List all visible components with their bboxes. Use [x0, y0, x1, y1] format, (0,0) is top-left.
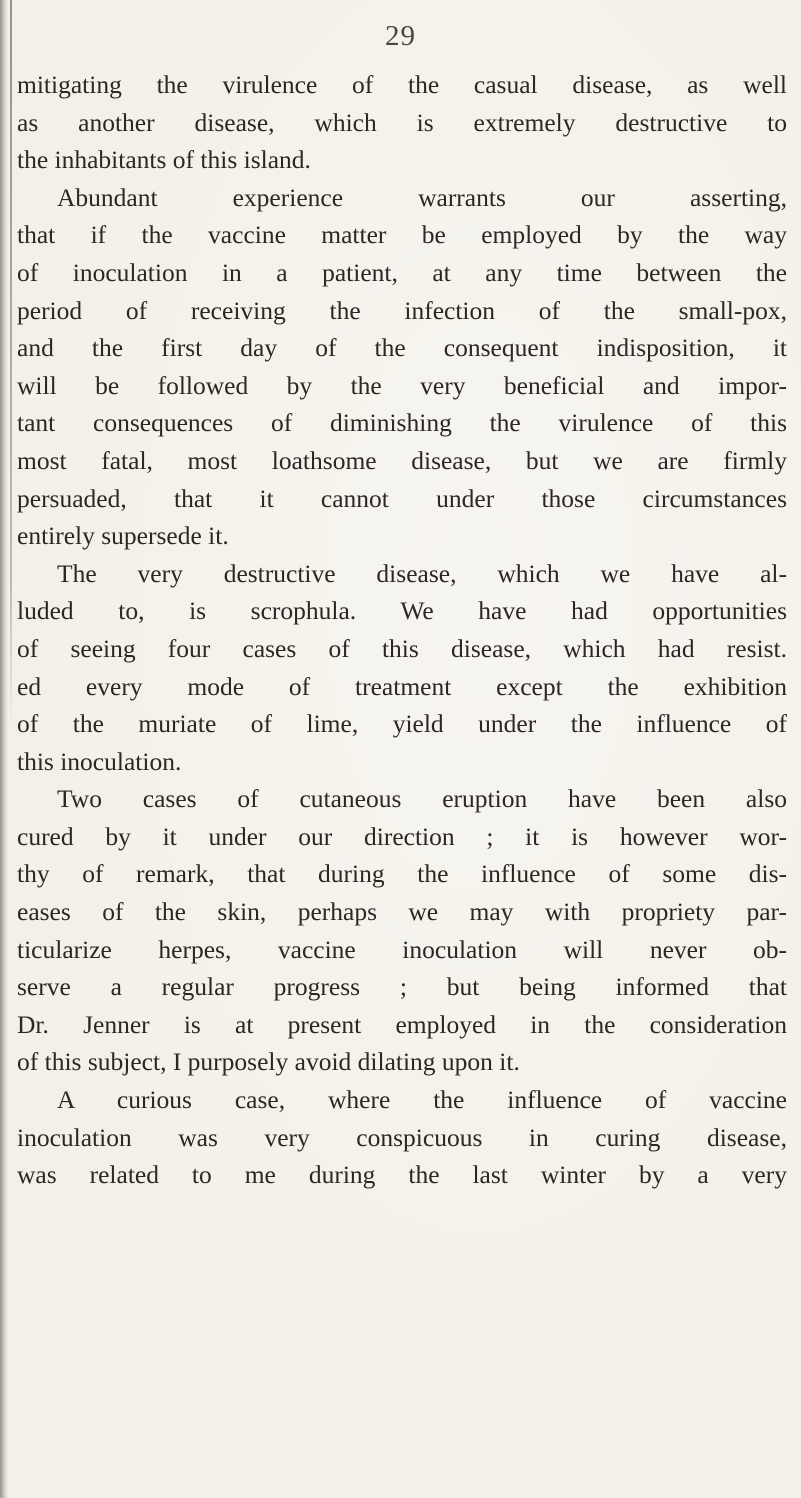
- binding-gutter-line: [10, 0, 12, 730]
- binding-gutter-shadow: [0, 0, 8, 1498]
- text-line: of this subject, I purposely avoid dilating upon it.: [17, 1047, 520, 1077]
- text-line: the inhabitants of this island.: [17, 145, 311, 175]
- text-line: was related to me during the last winter by a very: [17, 1160, 787, 1190]
- page-number: 29: [385, 20, 416, 52]
- text-line: of seeing four cases of this disease, which had resist.: [17, 633, 787, 663]
- text-line: Dr. Jenner is at present employed in the consideration: [17, 1009, 787, 1039]
- text-line: this inoculation.: [17, 746, 182, 776]
- text-line: entirely supersede it.: [17, 521, 229, 551]
- text-line: The very destructive disease, which we have al-: [57, 558, 787, 588]
- text-line: that if the vaccine matter be employed by the way: [17, 220, 787, 250]
- text-line: Abundant experience warrants our asserting,: [57, 182, 787, 212]
- text-line: mitigating the virulence of the casual disease, as well: [17, 70, 787, 99]
- text-line: will be followed by the very beneficial and impor-: [17, 370, 787, 400]
- text-line: A curious case, where the influence of vaccine: [57, 1085, 787, 1115]
- text-line: tant consequences of diminishing the virulence of this: [17, 408, 787, 438]
- text-line: of inoculation in a patient, at any time between the: [17, 257, 787, 287]
- text-line: most fatal, most loathsome disease, but we are firmly: [17, 445, 787, 475]
- text-line: as another disease, which is extremely destructive to: [17, 107, 787, 137]
- text-line: eases of the skin, perhaps we may with propriety par-: [17, 897, 787, 927]
- text-line: and the first day of the consequent indisposition, it: [17, 333, 787, 363]
- text-line: ticularize herpes, vaccine inoculation will never ob-: [17, 934, 787, 964]
- body-text: [17, 66, 787, 1194]
- text-line: serve a regular progress ; but being informed that: [17, 972, 787, 1002]
- text-line: inoculation was very conspicuous in curing disease,: [17, 1122, 787, 1152]
- text-line: thy of remark, that during the influence of some dis-: [17, 859, 787, 889]
- text-line: luded to, is scrophula. We have had opportunities: [17, 596, 787, 626]
- text-line: persuaded, that it cannot under those circumstances: [17, 483, 787, 513]
- text-line: Two cases of cutaneous eruption have been also: [57, 784, 787, 814]
- text-line: of the muriate of lime, yield under the influence of: [17, 709, 787, 739]
- text-line: period of receiving the infection of the small-pox,: [17, 295, 787, 325]
- text-line: ed every mode of treatment except the exhibition: [17, 671, 787, 701]
- text-line: cured by it under our direction ; it is however wor-: [17, 821, 787, 851]
